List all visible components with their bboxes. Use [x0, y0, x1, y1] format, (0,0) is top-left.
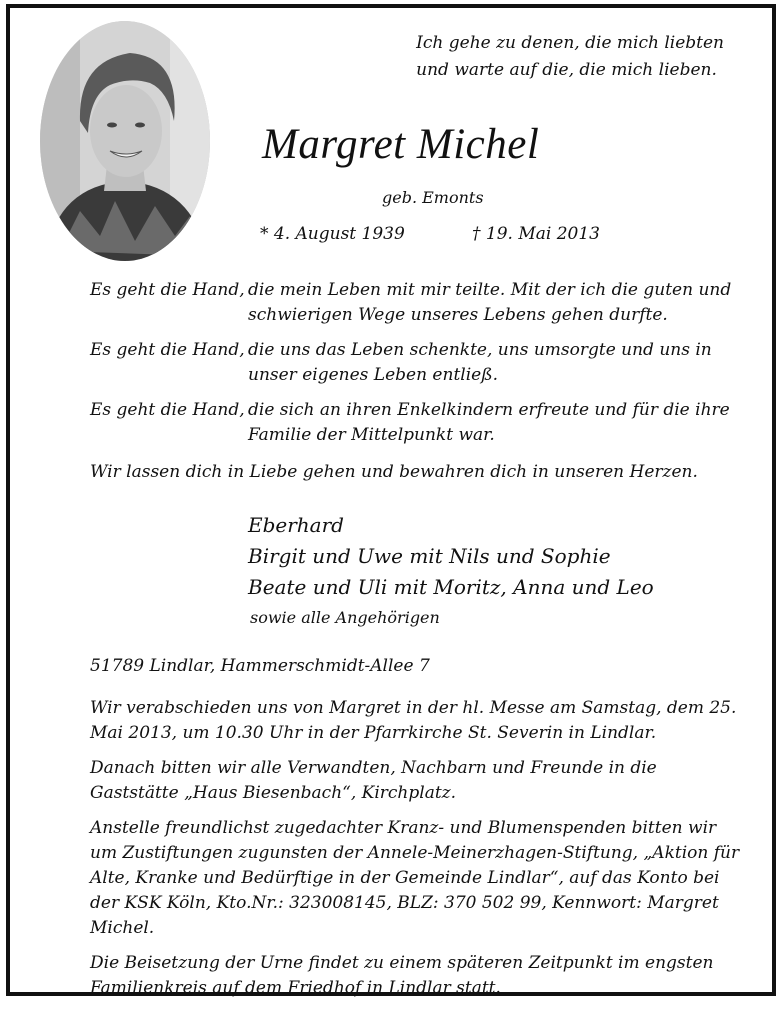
hand-verse-label: Es geht die Hand,	[90, 340, 245, 360]
death-date: † 19. Mai 2013	[472, 224, 600, 244]
portrait-photo	[40, 21, 210, 261]
family-list	[248, 510, 654, 603]
deceased-name: Margret Michel	[262, 121, 540, 168]
service-notes	[90, 696, 740, 1011]
hand-verse	[90, 398, 750, 448]
memorial-quote	[416, 30, 724, 84]
quote-line-1: Ich gehe zu denen, die mich liebten	[416, 33, 724, 53]
service-note: Wir verabschieden uns von Margret in der hl. Messe am Samstag, dem 25. Mai 2013, um 10.30 Uhr in der Pfarrkirche St. Severin in Lindlar.	[90, 698, 737, 743]
hand-verse-text: die mein Leben mit mir teilte. Mit der ich die guten und schwierigen Wege unseres Lebens gehen durfte.	[248, 280, 732, 325]
service-note: Danach bitten wir alle Verwandten, Nachbarn und Freunde in die Gaststätte „Haus Biesenbach“, Kirchplatz.	[90, 758, 657, 803]
family-member: Beate und Uli mit Moritz, Anna und Leo	[248, 575, 654, 599]
family-member: Eberhard	[248, 513, 344, 537]
hand-verse-text: die uns das Leben schenkte, uns umsorgte und uns in unser eigenes Leben entließ.	[248, 340, 712, 385]
service-note: Die Beisetzung der Urne findet zu einem späteren Zeitpunkt im engsten Familienkreis auf dem Friedhof in Lindlar statt.	[90, 953, 714, 998]
hand-verse-label: Es geht die Hand,	[90, 280, 245, 300]
family-member: Birgit und Uwe mit Nils und Sophie	[248, 544, 611, 568]
hand-verse	[90, 278, 750, 328]
service-note: Anstelle freundlichst zugedachter Kranz- und Blumenspenden bitten wir um Zustiftungen zugunsten der Annele-Meinerzhagen-Stiftung, „Aktion für Alte, Kranke und Bedürftige in der Gemeinde Lindlar“, auf das Konto bei der KSK Köln, Kto.Nr.: 323008145, BLZ: 370 502 99, Kennwort: Margret Michel.	[90, 818, 740, 938]
portrait-image	[40, 21, 210, 261]
obituary-notice	[6, 4, 776, 996]
quote-line-2: und warte auf die, die mich lieben.	[416, 60, 717, 80]
hand-verse-label: Es geht die Hand,	[90, 400, 245, 420]
birth-name: geb. Emonts	[382, 188, 484, 207]
hand-verse-text: die sich an ihren Enkelkindern erfreute und für die ihre Familie der Mittelpunkt war.	[248, 400, 730, 445]
relatives-line: sowie alle Angehörigen	[250, 608, 440, 627]
family-address: 51789 Lindlar, Hammerschmidt-Allee 7	[90, 656, 430, 676]
birth-date: * 4. August 1939	[260, 224, 405, 244]
hand-verse	[90, 338, 750, 388]
closing-line: Wir lassen dich in Liebe gehen und bewahren dich in unseren Herzen.	[90, 462, 698, 482]
hands-poem	[90, 278, 750, 458]
